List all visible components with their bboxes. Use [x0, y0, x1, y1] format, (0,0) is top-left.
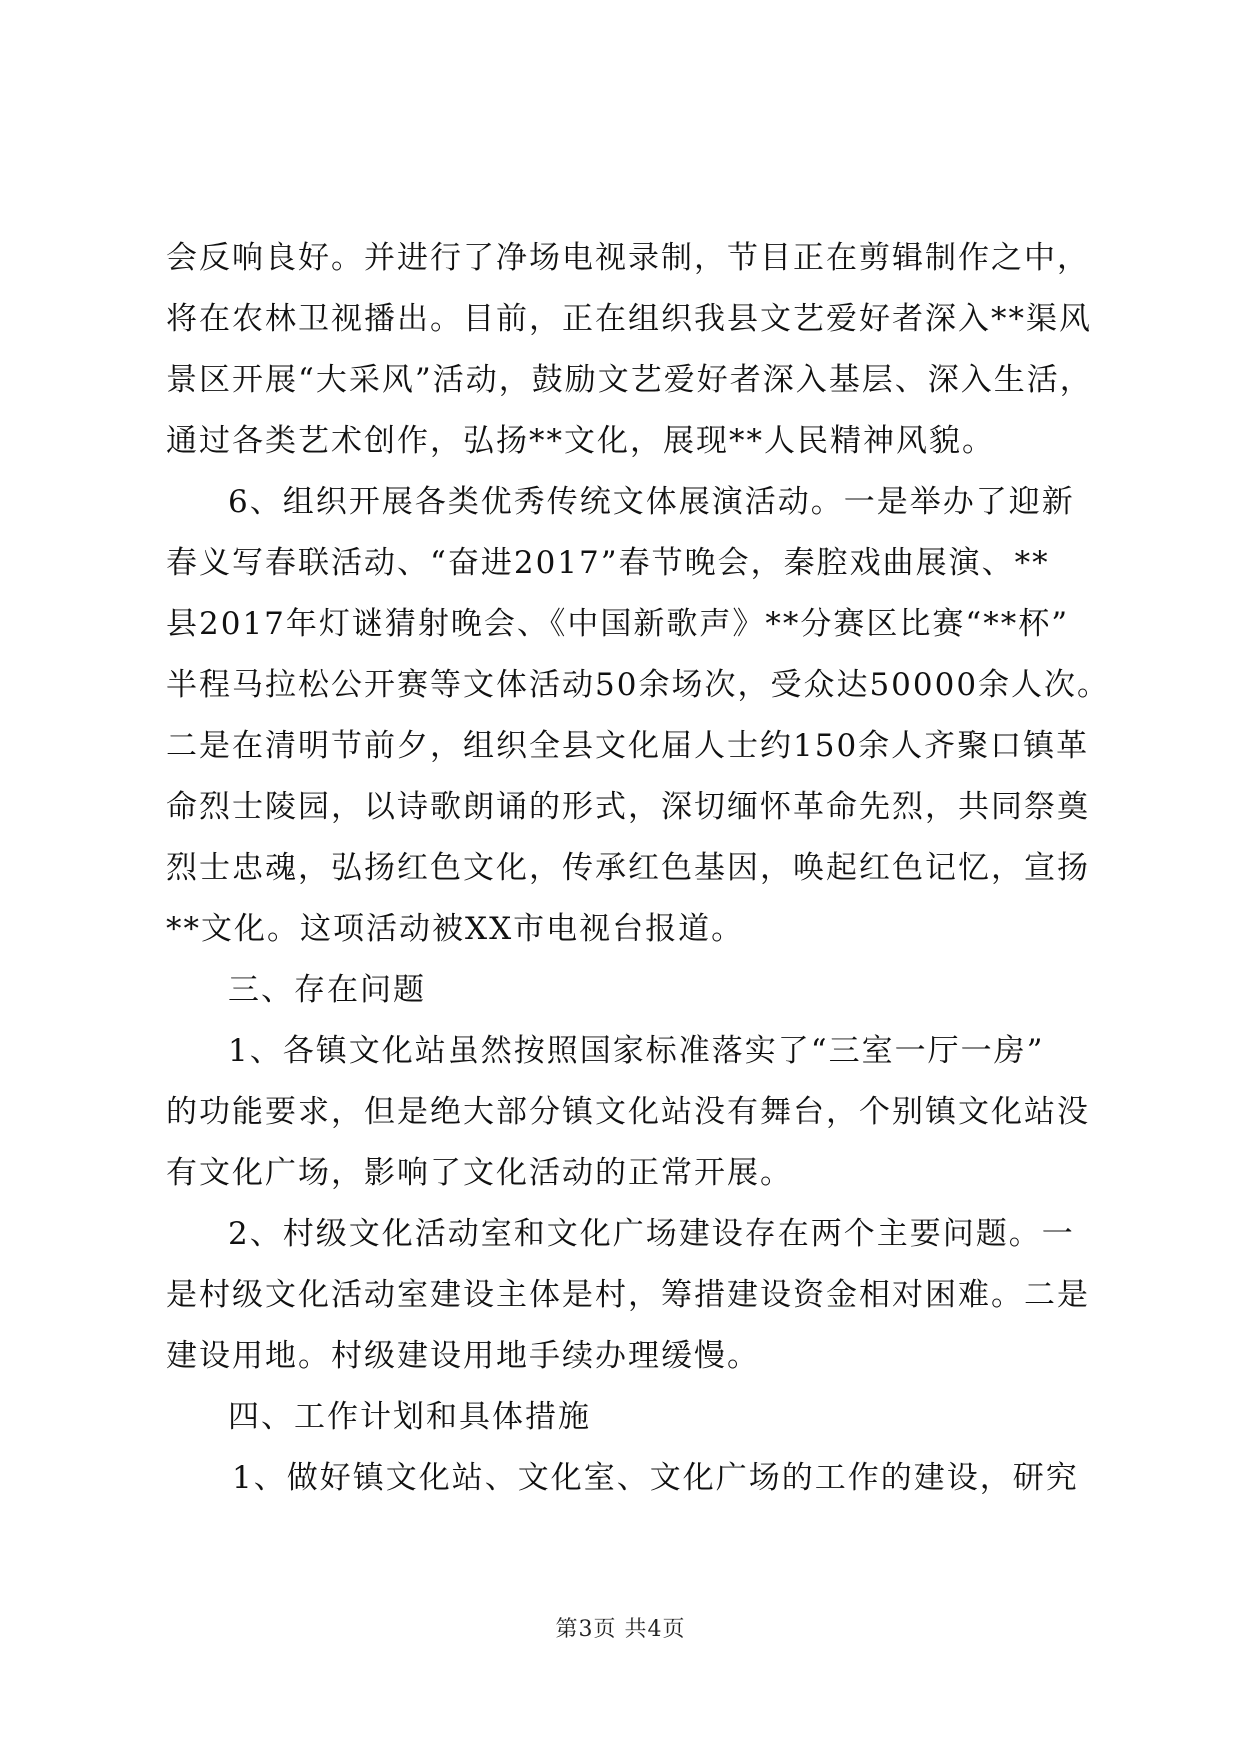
text-line: 将在农林卫视播出。目前，正在组织我县文艺爱好者深入**渠风	[166, 301, 1092, 337]
text-line: 会反响良好。并进行了净场电视录制，节目正在剪辑制作之中，	[166, 240, 1090, 276]
text-line: 的功能要求，但是绝大部分镇文化站没有舞台，个别镇文化站没	[166, 1094, 1090, 1130]
text-line: 是村级文化活动室建设主体是村，筹措建设资金相对困难。二是	[166, 1277, 1090, 1313]
text-line: 春义写春联活动、“奋进2017”春节晚会，秦腔戏曲展演、**	[166, 545, 1050, 581]
paragraph-start-line: 1、各镇文化站虽然按照国家标准落实了“三室一厅一房”	[228, 1033, 1045, 1069]
text-line: 有文化广场，影响了文化活动的正常开展。	[166, 1155, 793, 1191]
section-heading-work-plan: 四、工作计划和具体措施	[228, 1399, 591, 1435]
text-line: **文化。这项活动被XX市电视台报道。	[166, 911, 745, 947]
section-heading-problems: 三、存在问题	[228, 972, 426, 1008]
paragraph-start-line: 6、组织开展各类优秀传统文体展演活动。一是举办了迎新	[228, 484, 1075, 520]
text-line: 景区开展“大采风”活动，鼓励文艺爱好者深入基层、深入生活，	[166, 362, 1093, 398]
text-line: 命烈士陵园，以诗歌朗诵的形式，深切缅怀革命先烈，共同祭奠	[166, 789, 1090, 825]
paragraph-start-line: 2、村级文化活动室和文化广场建设存在两个主要问题。一	[228, 1216, 1075, 1252]
text-line: 二是在清明节前夕，组织全县文化届人士约150余人齐聚口镇革	[166, 728, 1090, 764]
text-line: 县2017年灯谜猜射晚会、《中国新歌声》**分赛区比赛“**杯”	[166, 606, 1070, 642]
paragraph-start-line: 1、做好镇文化站、文化室、文化广场的工作的建设，研究	[232, 1460, 1079, 1496]
page-number-footer: 第3页 共4页	[555, 1617, 686, 1642]
document-body	[166, 228, 1111, 1509]
text-line: 通过各类艺术创作，弘扬**文化，展现**人民精神风貌。	[166, 423, 995, 459]
text-line: 烈士忠魂，弘扬红色文化，传承红色基因，唤起红色记忆，宣扬	[166, 850, 1090, 886]
text-line: 半程马拉松公开赛等文体活动50余场次，受众达50000余人次。	[166, 667, 1111, 703]
text-line: 建设用地。村级建设用地手续办理缓慢。	[166, 1338, 760, 1374]
